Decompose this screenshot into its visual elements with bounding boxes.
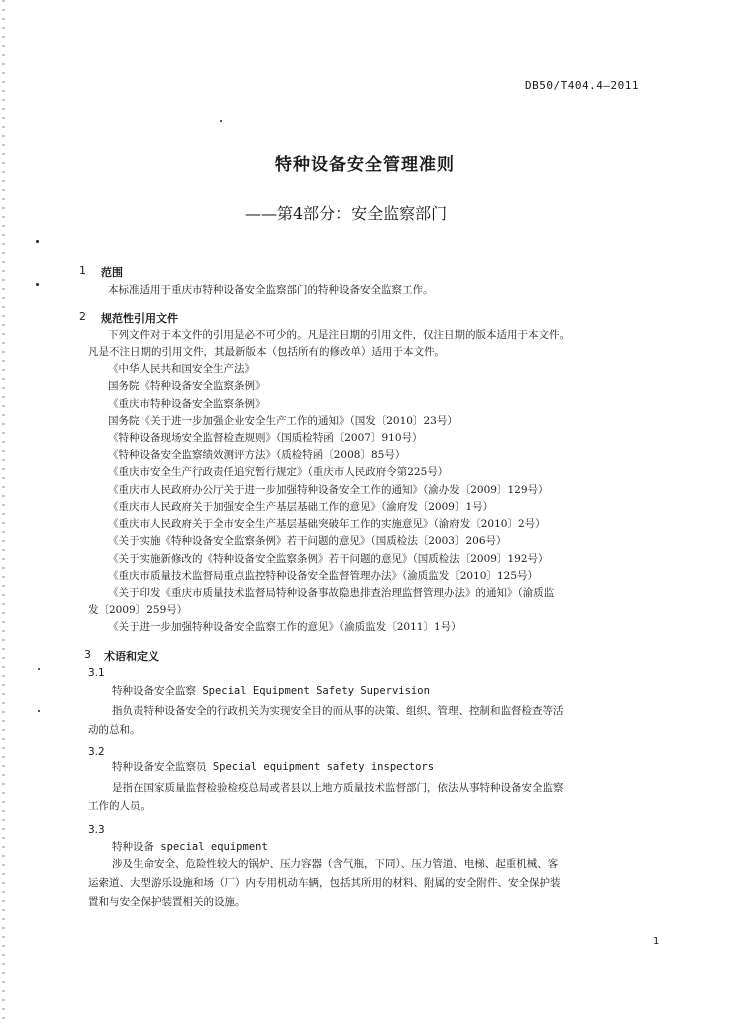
reference-item: 《关于印发《重庆市质量技术监督局特种设备事故隐患排查治理监督管理办法》的通知》（渝质监 xyxy=(108,587,555,599)
section-number: 1 xyxy=(79,264,86,277)
term-definition: 运索道、大型游乐设施和场（厂）内专用机动车辆，包括其所用的材料、附属的安全附件、安全保护装 xyxy=(88,877,561,889)
reference-item: 《重庆市人民政府关于全市安全生产基层基础突破年工作的实施意见》（渝府发〔2010〕2号） xyxy=(108,518,546,530)
reference-item: 《关于实施《特种设备安全监察条例》若干问题的意见》（国质检法〔2003〕206号） xyxy=(108,535,507,547)
reference-item: 国务院《特种设备安全监察条例》 xyxy=(108,380,266,392)
reference-item: 《重庆市安全生产行政责任追究暂行规定》（重庆市人民政府令第225号） xyxy=(108,466,449,478)
scan-speck xyxy=(36,283,39,286)
term-number: 3.1 xyxy=(88,667,105,679)
document-title: 特种设备安全管理准则 xyxy=(275,155,455,175)
section-title: 规范性引用文件 xyxy=(101,312,178,325)
term-heading: 特种设备 special equipment xyxy=(112,841,268,853)
reference-item-continued: 发〔2009〕259号） xyxy=(88,604,188,616)
reference-item: 《中华人民共和国安全生产法》 xyxy=(108,363,255,375)
section-title: 术语和定义 xyxy=(104,650,159,663)
section-body: 本标准适用于重庆市特种设备安全监察部门的特种设备安全监察工作。 xyxy=(108,284,434,296)
document-code: DB50/T404.4—2011 xyxy=(525,79,639,92)
term-definition: 动的总和。 xyxy=(88,724,141,736)
term-definition: 置和与安全保护装置相关的设施。 xyxy=(88,896,246,908)
term-definition: 涉及生命安全、危险性较大的锅炉、压力容器（含气瓶，下同）、压力管道、电梯、起重机械、客 xyxy=(112,858,559,870)
term-heading: 特种设备安全监察员 Special equipment safety inspectors xyxy=(112,761,435,773)
scan-speck xyxy=(38,668,40,670)
paragraph-line: 下列文件对于本文件的引用是必不可少的。凡是注日期的引用文件，仅注日期的版本适用于本文件。 xyxy=(108,329,570,341)
reference-item: 国务院《关于进一步加强企业安全生产工作的通知》（国发〔2010〕23号） xyxy=(108,415,458,427)
section-number: 2 xyxy=(79,310,86,323)
scan-speck xyxy=(36,240,39,243)
reference-item: 《特种设备安全监察绩效测评方法》（质检特函〔2008〕85号） xyxy=(108,449,406,461)
reference-item: 《重庆市人民政府办公厅关于进一步加强特种设备安全工作的通知》（渝办发〔2009〕129号） xyxy=(108,484,549,496)
reference-item: 《关于实施新修改的《特种设备安全监察条例》若干问题的意见》（国质检法〔2009〕192号） xyxy=(108,553,549,565)
reference-item: 《特种设备现场安全监督检查规则》（国质检特函〔2007〕910号） xyxy=(108,432,423,444)
reference-item: 《重庆市特种设备安全监察条例》 xyxy=(108,398,266,410)
section-number: 3 xyxy=(84,648,91,661)
term-number: 3.2 xyxy=(88,746,105,758)
term-definition: 是指在国家质量监督检验检疫总局或者县以上地方质量技术监督部门，依法从事特种设备安全监察 xyxy=(112,782,564,794)
reference-item: 《关于进一步加强特种设备安全监察工作的意见》（渝质监发〔2011〕1号） xyxy=(108,621,462,633)
reference-item: 《重庆市人民政府关于加强安全生产基层基础工作的意见》（渝府发〔2009〕1号） xyxy=(108,501,494,513)
scan-speck xyxy=(38,710,40,712)
document-subtitle: ——第4部分：安全监察部门 xyxy=(245,204,448,223)
page-number: 1 xyxy=(653,936,660,947)
term-definition: 工作的人员。 xyxy=(88,800,151,812)
term-heading: 特种设备安全监察 Special Equipment Safety Supervision xyxy=(112,685,430,697)
paragraph-line: 凡是不注日期的引用文件，其最新版本（包括所有的修改单）适用于本文件。 xyxy=(88,346,445,358)
reference-item: 《重庆市质量技术监督局重点监控特种设备安全监督管理办法》（渝质监发〔2010〕125号） xyxy=(108,570,539,582)
term-number: 3.3 xyxy=(88,824,105,836)
section-title: 范围 xyxy=(101,266,123,279)
scan-speck xyxy=(220,120,222,122)
term-definition: 指负责特种设备安全的行政机关为实现安全目的而从事的决策、组织、管理、控制和监督检查等活 xyxy=(112,705,564,717)
